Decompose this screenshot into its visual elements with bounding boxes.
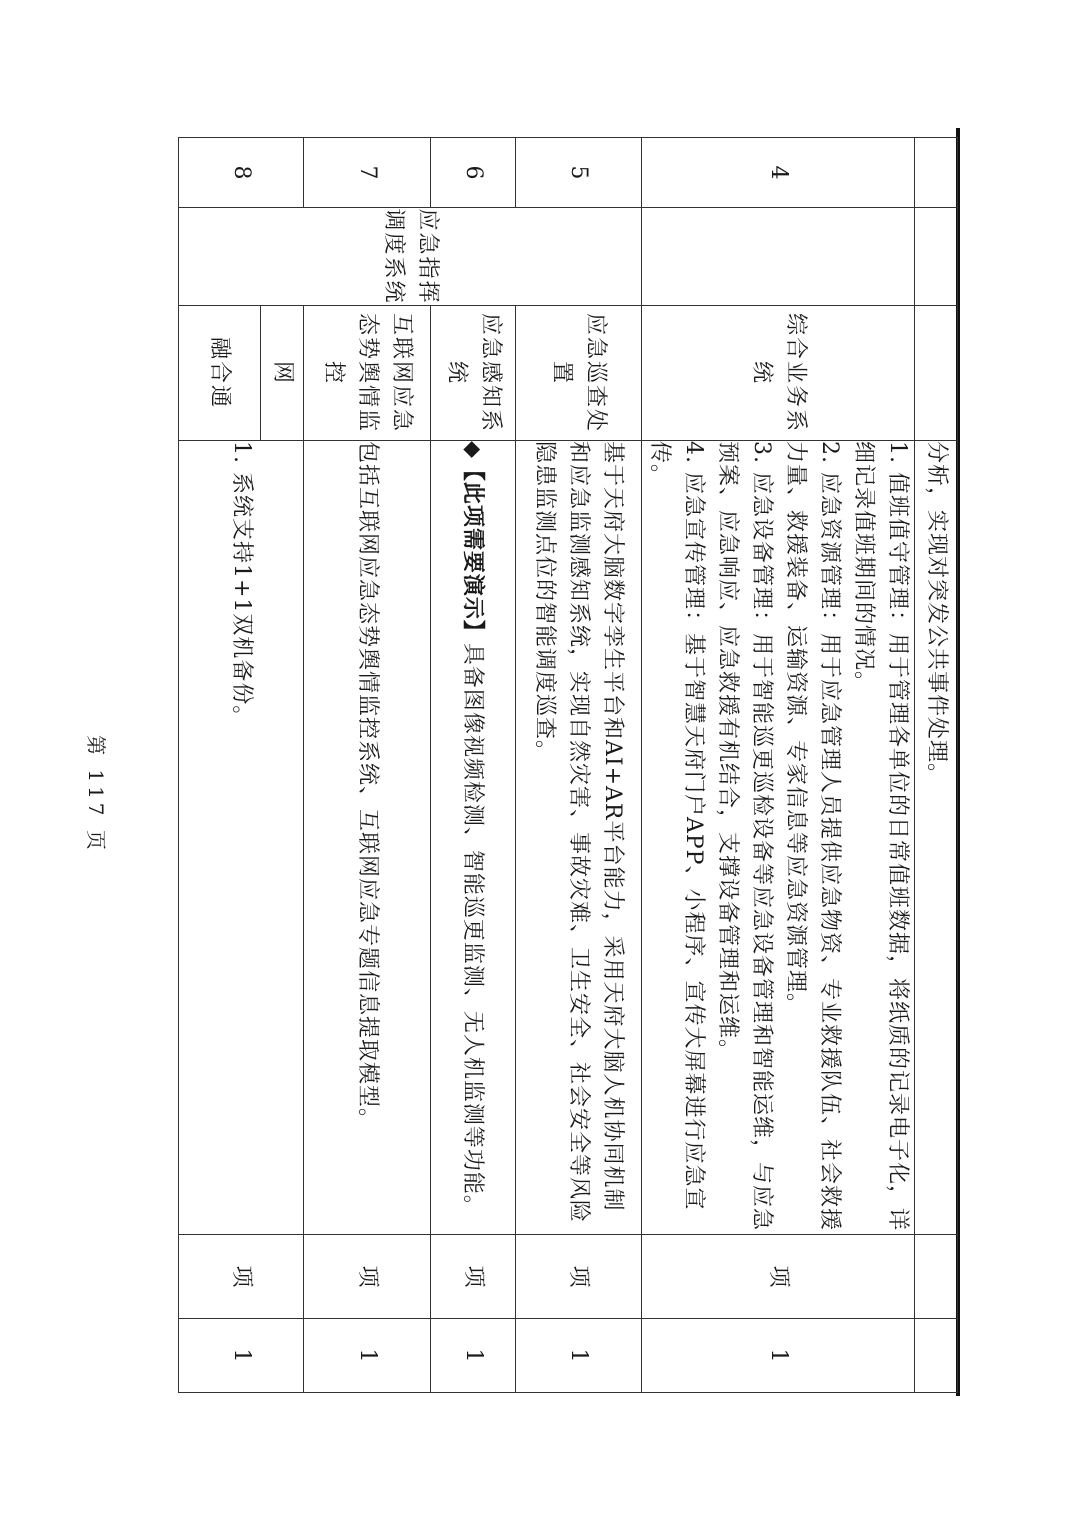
- description-line: 3. 应急设备管理：用于智能巡更巡检设备等应急设备管理和智能运维，与应急预案、应急响应、应急救援有机结合，支撑设备管理和运维。: [715, 441, 774, 1231]
- rotated-table-container: [201, 137, 958, 1392]
- system-name: [642, 208, 915, 306]
- subsystem-name-part: 融合通: [207, 336, 233, 409]
- subsystem-name-part: 网: [260, 306, 303, 440]
- page-number: 第 117 页: [84, 735, 108, 854]
- description-line: 分析，实现对突发公共事件处理。: [924, 441, 949, 787]
- row-number: 5: [516, 138, 642, 208]
- unit-cell: 项: [642, 1235, 915, 1319]
- quantity-cell: 1: [431, 1319, 516, 1393]
- description-line: 4. 应急宣传管理：基于智慧天府门户APP、小程序、宣传大屏幕进行应急宣传。: [647, 441, 706, 1211]
- row-number: [915, 138, 958, 208]
- quantity-cell: 1: [304, 1319, 431, 1393]
- description-cell: [642, 441, 915, 1235]
- description-cell: [915, 441, 958, 1235]
- table-row: [642, 138, 915, 1393]
- unit-cell: 项: [431, 1235, 516, 1319]
- description-line: 具备图像视频检测、智能巡更监测、无人机监测等功能。: [460, 642, 486, 1218]
- spec-table: [178, 137, 958, 1393]
- system-name: [915, 208, 958, 306]
- description-cell: [304, 441, 431, 1235]
- table-row: [915, 138, 958, 1393]
- row-number: 6: [431, 138, 516, 208]
- description-line: 基于天府大脑数字孪生平台和AI+AR平台能力，采用天府大脑人机协同机制和应急监测感知系统，实现自然灾害、事故灾难、卫生安全、社会安全等风险隐患监测点位的智能调度巡查。: [532, 441, 626, 1224]
- quantity-cell: 1: [516, 1319, 642, 1393]
- table-row: [516, 138, 642, 1393]
- row-number: 4: [642, 138, 915, 208]
- table-row: [304, 138, 431, 1393]
- system-name: 应急指挥调度系统: [179, 208, 642, 306]
- row-number: 7: [304, 138, 431, 208]
- unit-cell: [915, 1235, 958, 1319]
- unit-cell: 项: [516, 1235, 642, 1319]
- subsystem-name: 互联网应急态势舆情监控: [304, 306, 431, 441]
- description-line: 2. 应急资源管理：用于应急管理人员提供应急物资、专业救援队伍、社会救援力量、救援装备、运输资源、专家信息等应急资源管理。: [783, 441, 842, 1231]
- quantity-cell: 1: [179, 1319, 304, 1393]
- description-cell: [179, 441, 304, 1235]
- table-row: [431, 138, 516, 1393]
- quantity-cell: 1: [642, 1319, 915, 1393]
- quantity-cell: [915, 1319, 958, 1393]
- subsystem-name: 应急感知系统: [431, 306, 516, 441]
- subsystem-name: [915, 306, 958, 441]
- description-cell: [431, 441, 516, 1235]
- demo-required-tag: ◆【此项需要演示】: [460, 441, 487, 643]
- description-line: 包括互联网应急态势舆情监控系统、互联网应急专题信息提取模型。: [355, 441, 380, 1132]
- subsystem-name: 综合业务系统: [642, 306, 915, 441]
- unit-cell: 项: [304, 1235, 431, 1319]
- description-line: 1. 系统支持1+1双机备份。: [229, 441, 254, 729]
- unit-cell: 项: [179, 1235, 304, 1319]
- subsystem-name: 应急巡查处置: [516, 306, 642, 441]
- description-line: 1. 值班值守管理：用于管理各单位的日常值班数据，将纸质的记录电子化，详细记录值班期间的情况。: [851, 441, 910, 1231]
- row-number: 8: [179, 138, 304, 208]
- description-cell: [516, 441, 642, 1235]
- table-row: [179, 138, 304, 1393]
- subsystem-name: [179, 306, 304, 441]
